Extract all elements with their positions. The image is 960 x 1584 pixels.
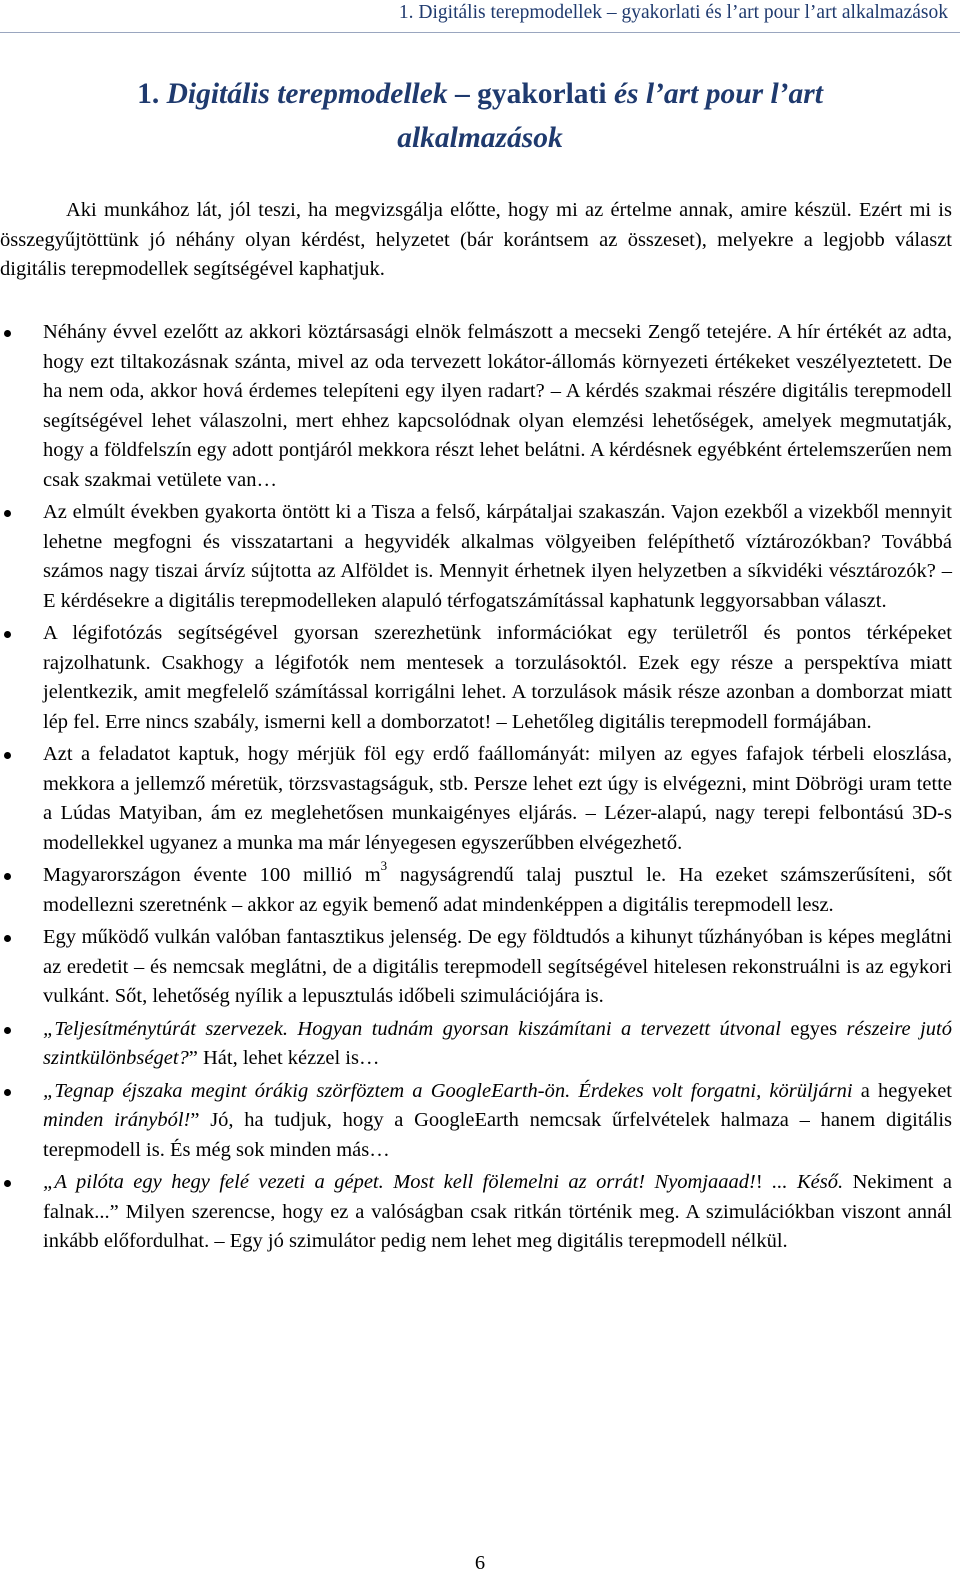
list-item (0, 498, 952, 616)
bullet-icon (4, 510, 11, 517)
list-item-text: nagyságrendű talaj pusztul le. Ha ezeket számszerűsíteni, sőt modellezni szeretnénk – akkor az egyik bemenő adat mindenképpen a digitális terepmodell lesz. (43, 864, 953, 916)
bullet-icon (4, 1027, 11, 1034)
list-item-text: ” Hát, lehet kézzel is… (188, 1047, 380, 1069)
italic-quote: „A pilóta egy hegy felé vezeti a gépet. Most kell fölemelni az orrát! Nyomjaaad! (43, 1171, 756, 1193)
bullet-list (0, 318, 952, 1260)
list-item-text: Néhány évvel ezelőtt az akkori köztársasági elnök felmászott a mecseki Zengő tetejére. A hír értékét az adta, hogy ezt tiltakozásnak szánta, mivel az oda tervezett lokátor-állomás környezeti értékeket veszélyeztetett. De ha nem oda, akkor hová érdemes telepíteni egy ilyen radart? – A kérdés szakmai részére digitális terepmodell segítségével lehet válaszolni, mert ehhez kapcsolódnak olyan elemzési lehetőségek, amelyek megmutatják, hogy a földfelszín egy adott pontjáról mekkora részt lehet belátni. A kérdésnek egyébként értelemszerűen nem csak szakmai vetülete van… (43, 321, 952, 491)
list-item-text: Azt a feladatot kaptuk, hogy mérjük föl egy erdő faállományát: milyen az egyes fafajok térbeli eloszlása, mekkora a jellemző méretük, törzsvastagságuk, stb. Persze lehet ezt úgy is elvégezni, mint Döbrögi uram tette a Lúdas Matyiban, ám ez meglehetősen munkaigényes eljárás. – Lézer-alapú, nagy terepi felbontású 3D-s modellekkel ugyanez a munka ma már lényegesen egyszerűbben elvégezhető. (43, 743, 952, 854)
bullet-icon (4, 935, 11, 942)
italic-quote: részeire jutó szintkülönbséget? (43, 1017, 952, 1069)
chapter-title-part-3: és l’art pour l’art (613, 78, 823, 110)
intro-paragraph: Aki munkához lát, jól teszi, ha megvizsgálja előtte, hogy mi az értelme annak, amire készül. Ezért mi is összegyűjtöttünk jó néhány olyan kérdést, helyzetet (bár korántsem az összeset), melyekre a legjobb választ digitális terepmodellek segítségével kaphatjuk. (0, 199, 952, 280)
bullet-icon (4, 752, 11, 759)
chapter-number: 1. (137, 78, 160, 110)
italic-quote: ... Késő. (772, 1171, 844, 1193)
page-number: 6 (474, 1552, 486, 1574)
chapter-title-part-2: – gyakorlati (454, 78, 607, 110)
chapter-title-part-1: Digitális terepmodellek (166, 78, 448, 110)
list-item (0, 858, 953, 920)
list-item (0, 923, 952, 1012)
list-item-text: egyes (780, 1017, 847, 1040)
running-header: 1. Digitális terepmodellek – gyakorlati és l’art pour l’art alkalmazások (398, 2, 948, 23)
italic-quote: „Teljesítménytúrát szervezek. Hogyan tudnám gyorsan kiszámítani a tervezett útvonal (43, 1017, 781, 1040)
list-item-text: ! (755, 1171, 773, 1193)
bullet-icon (4, 1089, 11, 1096)
header-rule (0, 32, 960, 33)
list-item-text: Egy működő vulkán valóban fantasztikus jelenség. De egy földtudós a kihunyt tűzhányóban is képes meglátni az eredetit – és nemcsak meglátni, de a digitális terepmodell segítségével hitelesen rekonstruálni is az egykori vulkánt. Sőt, lehetőség nyílik a lepusztulás időbeli szimulációjára is. (43, 926, 952, 1007)
list-item-text: A légifotózás segítségével gyorsan szerezhetünk információkat egy területről és pontos térképeket rajzolhatunk. Csakhogy a légifotók nem mentesek a torzulásoktól. Ezek egy része a perspektíva miatt jelentkezik, amit megfelelő számítással korrigálni lehet. A torzulások másik része azonban a domborzat miatt lép fel. Erre nincs szabály, ismerni kell a domborzatot! – Lehetőleg digitális terepmodell formájában. (43, 622, 952, 733)
superscript: 3 (380, 858, 388, 873)
list-item-text: ” Jó, ha tudjuk, hogy a GoogleEarth nemcsak űrfelvételek halmaza – hanem digitális terepmodell is. És még sok minden más… (43, 1109, 952, 1161)
bullet-icon (4, 330, 11, 337)
bullet-icon (4, 631, 11, 638)
list-item (0, 619, 952, 737)
italic-quote: „Tegnap éjszaka megint órákig szörföztem a GoogleEarth-ön. Érdekes volt forgatni, körüljárni (43, 1079, 853, 1102)
bullet-icon (4, 873, 11, 880)
list-item-text: Nekiment a falnak...” Milyen szerencse, hogy ez a valóságban csak ritkán történik meg. A szimulációkban viszont annál inkább előfordulhat. – Egy jó szimulátor pedig nem lehet meg digitális terepmodell nélkül. (43, 1171, 952, 1252)
list-item (0, 1077, 952, 1166)
list-item-text: a hegyeket (852, 1079, 953, 1102)
chapter-title-part-4: alkalmazások (397, 122, 563, 154)
list-item (0, 1168, 952, 1257)
list-item (0, 740, 952, 858)
list-item (0, 318, 952, 495)
bullet-icon (4, 1180, 11, 1187)
list-item-text: Az elmúlt években gyakorta öntött ki a Tisza a felső, kárpátaljai szakaszán. Vajon ezekből a vizekből mennyit lehetne megfogni és visszatartani a hegyvidék alkalmas völgyeiben felépíthető víztározókban? Továbbá számos nagy tiszai árvíz sújtotta az Alföldet is. Mennyit érhetnek ilyen helyzetben a síkvidéki vésztározók? – E kérdésekre a digitális terepmodelleken alapuló térfogatszámítással kaphatunk leggyorsabban választ. (43, 501, 952, 612)
italic-quote: minden irányból! (43, 1109, 191, 1131)
list-item-text: Magyarországon évente 100 millió m (43, 864, 381, 886)
chapter-title (0, 72, 960, 160)
list-item (0, 1015, 952, 1074)
